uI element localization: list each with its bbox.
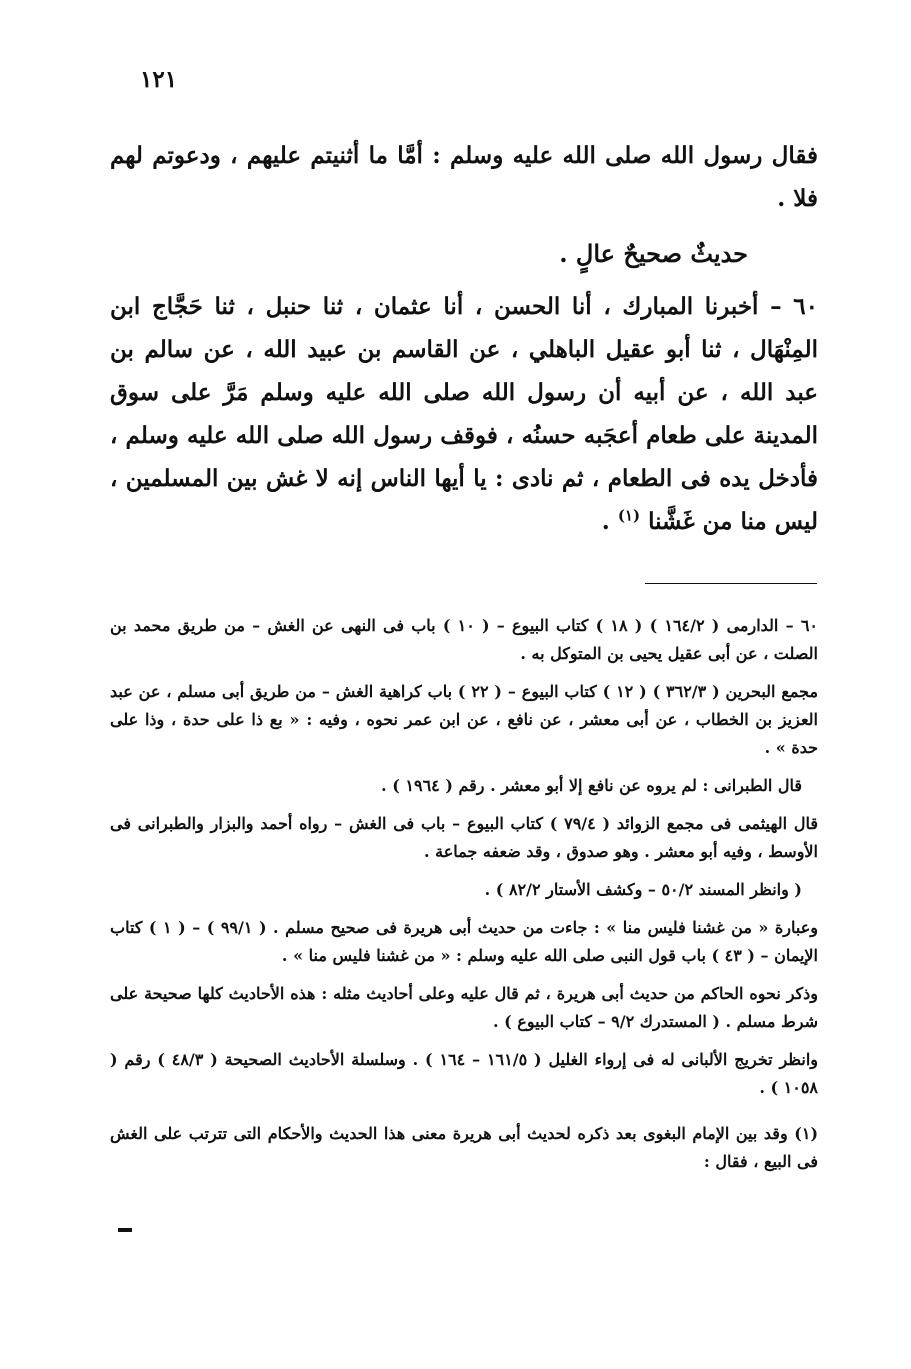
footnote-hakim: وذكر نحوه الحاكم من حديث أبى هريرة ، ثم قال عليه وعلى أحاديث مثله : هذه الأحاديث كلها صحيحة على شرط مسلم . ( المستدرك ٩/٢ – كتاب البيوع ) . <box>110 984 818 1031</box>
hadith-60-text: ٦٠ – أخبرنا المبارك ، أنا الحسن ، أنا عثمان ، ثنا حنبل ، ثنا حَجَّاج ابن المِنْهَال ، ثنا أبو عقيل الباهلي ، عن القاسم بن عبيد الله ، عن سالم بن عبد الله ، عن أبيه أن رسول الله صلى الله عليه وسلم مَرَّ على سوق المدينة على طعام أعجَبه حسنُه ، فوقف رسول الله صلى الله عليه وسلم ، فأدخل يده فى الطعام ، ثم نادى : يا أيها الناس إنه لا غش بين المسلمين ، ليس منا من غَشَّنا <box>110 293 818 535</box>
footnotes <box>110 612 818 1186</box>
footnote-tabarani: قال الطبرانى : لم يروه عن نافع إلا أبو معشر . رقم ( ١٩٦٤ ) . <box>381 776 802 795</box>
footnote-muslim: وعبارة « من غشنا فليس منا » : جاءت من حديث أبى هريرة فى صحيح مسلم . ( ٩٩/١ ) – ( ١ ) كتاب الإيمان – ( ٤٣ ) باب قول النبى صلى الله عليه وسلم : « من غشنا فليس منا » . <box>110 918 819 965</box>
footnote-baghawi: (١) وقد بين الإمام البغوى بعد ذكره لحديث أبى هريرة معنى هذا الحديث والأحكام التى تترتب على الغش فى البيع ، فقال : <box>110 1124 819 1171</box>
main-text <box>110 134 818 543</box>
hadith-grade: حديثٌ صحيحٌ عالٍ . <box>559 239 748 268</box>
intro-paragraph: فقال رسول الله صلى الله عليه وسلم : أمَّا ما أثنيتم عليهم ، ودعوتم لهم فلا . <box>110 142 818 212</box>
footnote-darimi: ٦٠ – الدارمى ( ١٦٤/٢ ) ( ١٨ ) كتاب البيوع – ( ١٠ ) باب فى النهى عن الغش – من طريق محمد بن الصلت ، عن أبى عقيل يحيى بن المتوكل به . <box>110 616 818 663</box>
footnote-separator <box>645 583 817 584</box>
continuation-dash <box>118 1228 132 1232</box>
footnote-haythami: قال الهيثمى فى مجمع الزوائد ( ٧٩/٤ ) كتاب البيوع – باب فى الغش – رواه أحمد والبزار والطبرانى فى الأوسط ، وفيه أبو معشر . وهو صدوق ، وقد ضعفه جماعة . <box>110 814 818 861</box>
page-number: ١٢١ <box>140 66 178 93</box>
hadith-60-end: . <box>601 508 618 535</box>
hadith-60-paragraph <box>110 285 818 543</box>
footnote-musnad: ( وانظر المسند ٥٠/٢ – وكشف الأستار ٨٢/٢ ) . <box>484 880 802 899</box>
footnote-albani: وانظر تخريج الألبانى له فى إرواء الغليل ( ١٦١/٥ – ١٦٤ ) . وسلسلة الأحاديث الصحيحة ( ٤٨/٣ ) رقم ( ١٠٥٨ ) . <box>110 1050 819 1097</box>
footnote-reference: (١) <box>617 506 641 525</box>
footnote-majma-bahrain: مجمع البحرين ( ٣٦٢/٣ ) ( ١٢ ) كتاب البيوع – ( ٢٢ ) باب كراهية الغش – من طريق أبى مسلم ، عن عبد العزيز بن الخطاب ، عن أبى معشر ، عن نافع ، عن ابن عمر نحوه ، وفيه : « بع ذا على حدة ، وذا على حدة » . <box>110 682 819 757</box>
